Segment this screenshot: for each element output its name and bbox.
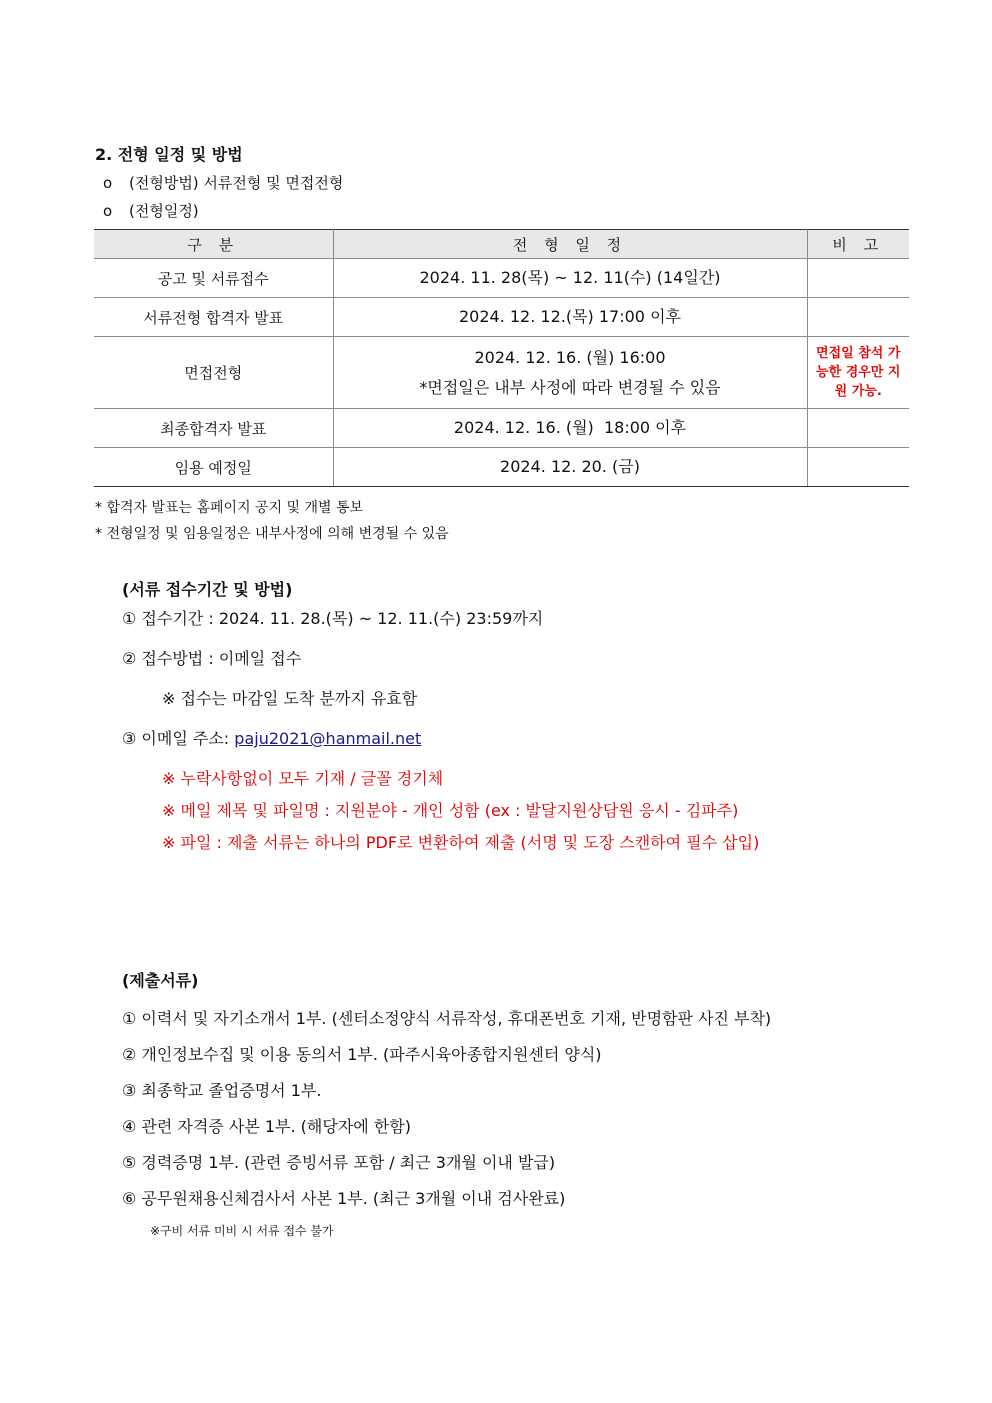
section-title: 2. 전형 일정 및 방법	[95, 145, 243, 164]
document-item: ② 개인정보수집 및 이용 동의서 1부. (파주시육아종합지원센터 양식)	[122, 1045, 602, 1064]
documents-title: (제출서류)	[122, 971, 199, 990]
application-title: (서류 접수기간 및 방법)	[122, 580, 293, 599]
row-remark	[807, 409, 909, 448]
red-note-filename: ※ 메일 제목 및 파일명 : 지원분야 - 개인 성함 (ex : 발달지원상담원 응시 - 김파주)	[162, 801, 739, 820]
document-item: ⑥ 공무원채용신체검사서 사본 1부. (최근 3개월 이내 검사완료)	[122, 1189, 566, 1208]
table-row	[94, 337, 909, 409]
schedule-table	[94, 229, 909, 487]
bullet-method	[103, 172, 343, 193]
header-schedule: 전 형 일 정	[333, 230, 807, 259]
bullet-mark: o	[103, 174, 113, 192]
row-schedule: 2024. 12. 12.(목) 17:00 이후	[333, 298, 807, 337]
application-method-note: ※ 접수는 마감일 도착 분까지 유효함	[162, 689, 418, 708]
document-item: ① 이력서 및 자기소개서 1부. (센터소정양식 서류작성, 휴대폰번호 기재, 반명함판 사진 부착)	[122, 1009, 772, 1028]
table-row	[94, 259, 909, 298]
interview-date: 2024. 12. 16. (월) 16:00	[474, 347, 666, 367]
footnote-announcement: * 합격자 발표는 홈페이지 공지 및 개별 통보	[95, 500, 364, 516]
footnote-schedule-change: * 전형일정 및 임용일정은 내부사정에 의해 변경될 수 있음	[95, 526, 449, 542]
bullet-mark: o	[103, 202, 113, 220]
document-item: ③ 최종학교 졸업증명서 1부.	[122, 1081, 322, 1100]
bullet-text: (전형방법) 서류전형 및 면접전형	[129, 174, 344, 192]
interview-note: *면접일은 내부 사정에 따라 변경될 수 있음	[419, 377, 721, 397]
row-schedule: 2024. 11. 28(목) ~ 12. 11(수) (14일간)	[333, 259, 807, 298]
documents-note: ※구비 서류 미비 시 서류 접수 불가	[150, 1224, 334, 1238]
document-item: ④ 관련 자격증 사본 1부. (해당자에 한함)	[122, 1117, 411, 1136]
table-row	[94, 409, 909, 448]
email-link[interactable]: paju2021@hanmail.net	[234, 729, 422, 748]
email-label: ③ 이메일 주소:	[122, 729, 235, 748]
row-category: 공고 및 서류접수	[94, 259, 333, 298]
row-category: 면접전형	[94, 337, 333, 409]
bullet-text: (전형일정)	[129, 202, 199, 220]
application-method: ② 접수방법 : 이메일 접수	[122, 649, 302, 668]
header-remark: 비 고	[807, 230, 909, 259]
row-category: 최종합격자 발표	[94, 409, 333, 448]
table-row	[94, 298, 909, 337]
red-note-pdf: ※ 파일 : 제출 서류는 하나의 PDF로 변환하여 제출 (서명 및 도장 스캔하여 필수 삽입)	[162, 833, 760, 852]
document-item: ⑤ 경력증명 1부. (관련 증빙서류 포함 / 최근 3개월 이내 발급)	[122, 1153, 556, 1172]
row-schedule	[333, 337, 807, 409]
row-remark	[807, 298, 909, 337]
row-category: 서류전형 합격자 발표	[94, 298, 333, 337]
application-period: ① 접수기간 : 2024. 11. 28.(목) ~ 12. 11.(수) 23:59까지	[122, 609, 544, 628]
row-remark	[807, 448, 909, 487]
row-category: 임용 예정일	[94, 448, 333, 487]
interview-remark: 면접일 참석 가능한 경우만 지원 가능.	[807, 337, 909, 409]
header-category: 구 분	[94, 230, 333, 259]
table-header-row	[94, 230, 909, 259]
email-line	[122, 726, 421, 749]
red-note-format: ※ 누락사항없이 모두 기재 / 글꼴 경기체	[162, 769, 444, 788]
row-schedule: 2024. 12. 16. (월) 18:00 이후	[333, 409, 807, 448]
bullet-schedule	[103, 200, 199, 221]
row-schedule: 2024. 12. 20. (금)	[333, 448, 807, 487]
table-row	[94, 448, 909, 487]
row-remark	[807, 259, 909, 298]
